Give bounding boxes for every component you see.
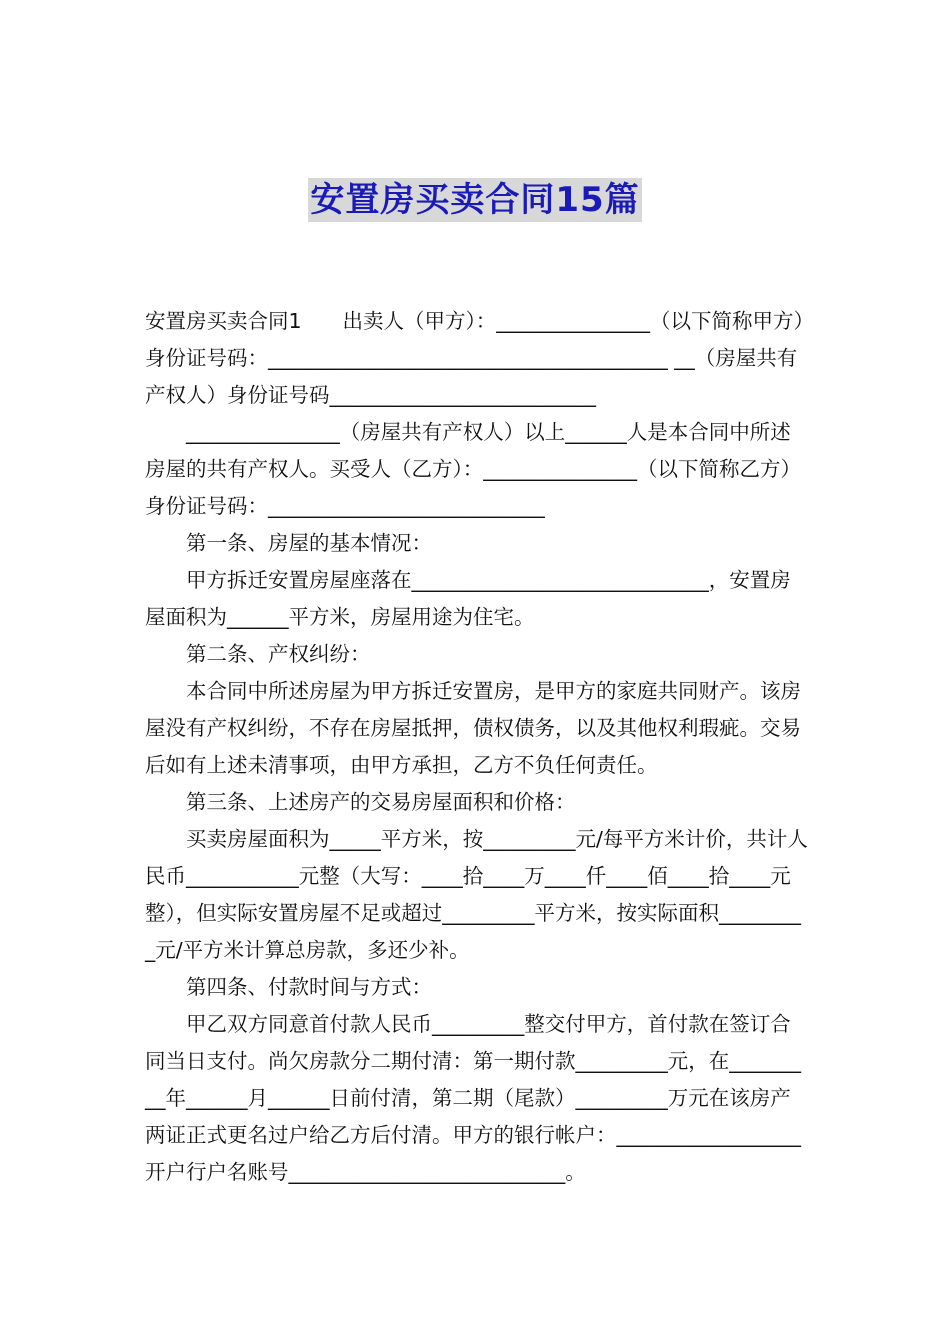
paragraph-article-3: 买卖房屋面积为_____平方米，按_________元/每平方米计价，共计人民币___________元整（大写：____拾____万____仟____佰____拾____元整），但实际安置房屋不足或超过_________平方米，按实际面积_________元/平方米计算总房款，多还少补。 <box>145 827 808 962</box>
heading-article-4: 第四条、付款时间与方式： <box>186 975 432 999</box>
heading-article-2: 第二条、产权纠纷： <box>186 642 371 666</box>
paragraph-intro: 安置房买卖合同1 出卖人（甲方）：_______________（以下简称甲方）身份证号码：_______________________________________ __（房屋共有产权人）身份证号码__________________________ <box>145 309 804 407</box>
title-container <box>0 178 950 222</box>
paragraph-article-4: 甲乙双方同意首付款人民币_________整交付甲方，首付款在签订合同当日支付。尚欠房款分二期付清：第一期付款_________元，在_________年______月______日前付清，第二期（尾款）_________万元在该房产两证正式更名过户给乙方后付清。甲方的银行帐户：__________________开户行户名账号___________________________。 <box>145 1012 801 1184</box>
document-title: 安置房买卖合同15篇 <box>310 180 640 220</box>
paragraph-article-2: 本合同中所述房屋为甲方拆迁安置房，是甲方的家庭共同财产。该房屋没有产权纠纷，不存在房屋抵押，债权债务，以及其他权利瑕疵。交易后如有上述未清事项，由甲方承担，乙方不负任何责任。 <box>145 679 801 777</box>
heading-article-1: 第一条、房屋的基本情况： <box>186 531 432 555</box>
heading-article-3: 第三条、上述房产的交易房屋面积和价格： <box>186 790 576 814</box>
document-body <box>145 303 810 1191</box>
paragraph-co-owners: _______________（房屋共有产权人）以上______人是本合同中所述房屋的共有产权人。买受人（乙方）：_______________（以下简称乙方）身份证号码：___________________________ <box>145 420 801 518</box>
paragraph-article-1: 甲方拆迁安置房屋座落在_____________________________，安置房屋面积为______平方米，房屋用途为住宅。 <box>145 568 791 629</box>
